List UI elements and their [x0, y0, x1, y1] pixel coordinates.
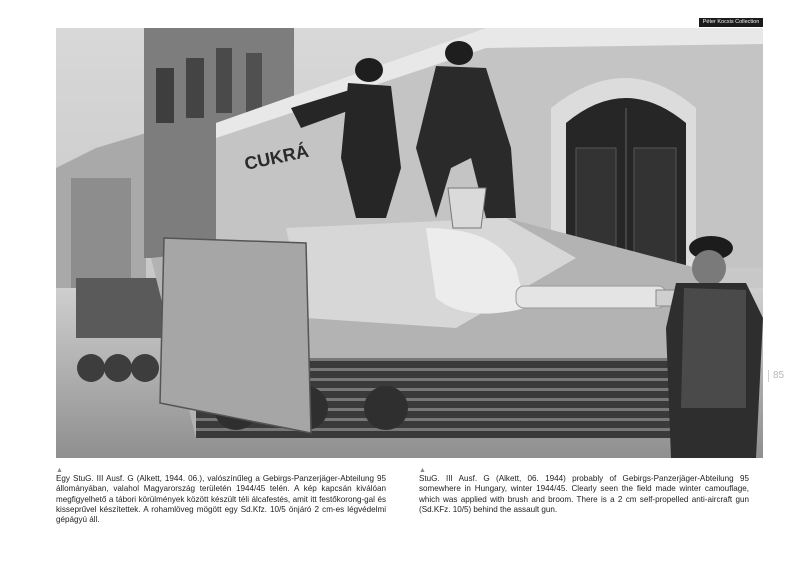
window	[186, 58, 204, 118]
paint-bucket	[448, 188, 486, 228]
window	[246, 53, 262, 113]
caption-marker-icon: ▲	[419, 467, 426, 474]
window	[216, 48, 232, 113]
gun-barrel	[516, 286, 666, 308]
photo-credit: Péter Kocsis Collection	[699, 18, 763, 27]
shop-sign: CUKRÁ	[242, 140, 311, 174]
caption-marker-icon: ▲	[56, 467, 63, 474]
photo-scene	[56, 28, 763, 458]
caption-hungarian-text: Egy StuG. III Ausf. G (Alkett, 1944. 06.), valószínűleg a Gebirgs-Panzerjäger-Abteilung 95 állományában, valahol Magyarország területén 1944/45 telén. A kép kapcsán kiválóan megfigyelhető a tábori körülmények között készült téli álcafestés, amit itt festőkorong-gal és kisseprűvel készítettek. A rohamlöveg mögött egy Sd.Kfz. 10/5 önjáró 2 cm-es légvédelmi gépágyú áll.	[56, 474, 386, 525]
photograph	[56, 28, 763, 458]
caption-english	[419, 467, 749, 515]
window	[156, 68, 174, 123]
caption-english-text: StuG. III Ausf. G (Alkett, 06. 1944) probably of Gebirgs-Panzerjäger-Abteilung 95 somewhere in Hungary, winter 1944/45. Clearly seen the field made winter camouflage, which was applied with brush and broom. There is a 2 cm self-propelled anti-aircraft gun (Sd.KFz. 10/5) behind the assault gun.	[419, 474, 749, 514]
caption-hungarian	[56, 467, 386, 525]
side-skirt	[160, 238, 311, 433]
page-number: 85	[768, 370, 784, 382]
